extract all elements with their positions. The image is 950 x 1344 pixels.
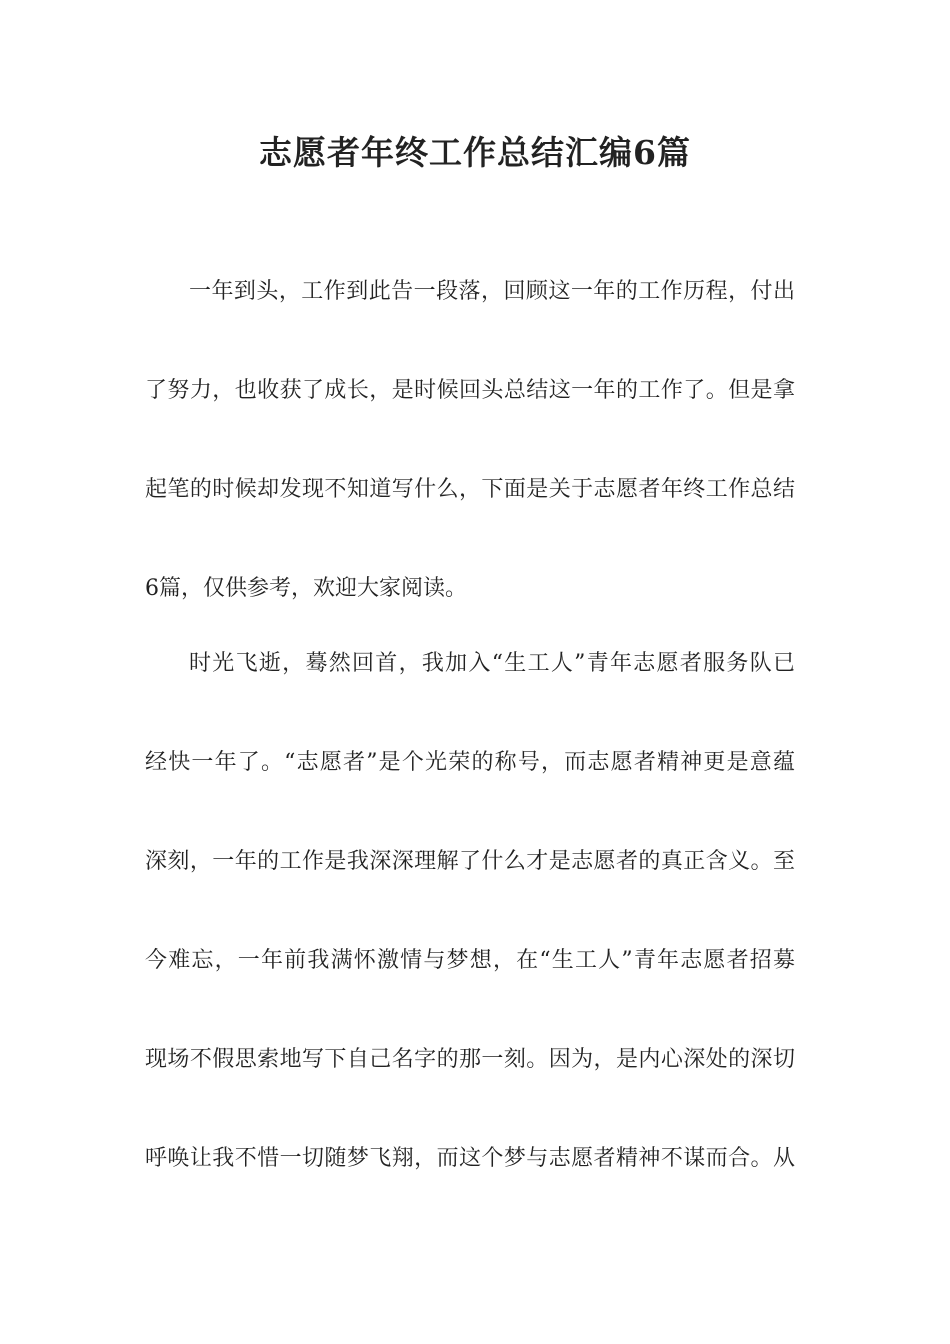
paragraph-1-line-1: 一年到头，工作到此告一段落，回顾这一年的工作历程，付出 [189, 279, 795, 304]
paragraph-2-line-6: 呼唤让我不惜一切随梦飞翔，而这个梦与志愿者精神不谋而合。从 [145, 1146, 795, 1171]
paragraph-2-line-3: 深刻，一年的工作是我深深理解了什么才是志愿者的真正含义。至 [145, 849, 795, 874]
paragraph-1-line-3: 起笔的时候却发现不知道写什么，下面是关于志愿者年终工作总结 [145, 477, 795, 502]
paragraph-1-line-2: 了努力，也收获了成长，是时候回头总结这一年的工作了。但是拿 [145, 378, 795, 403]
paragraph-2-line-1: 时光飞逝，蓦然回首，我加入“生工人”青年志愿者服务队已 [189, 651, 795, 676]
paragraph-2-line-4: 今难忘，一年前我满怀激情与梦想，在“生工人”青年志愿者招募 [145, 948, 795, 973]
paragraph-2-line-2: 经快一年了。“志愿者”是个光荣的称号，而志愿者精神更是意蕴 [145, 750, 795, 775]
document-title: 志愿者年终工作总结汇编6篇 [259, 133, 691, 172]
paragraph-1-line-4: 6篇，仅供参考，欢迎大家阅读。 [145, 576, 467, 601]
paragraph-2-line-5: 现场不假思索地写下自己名字的那一刻。因为，是内心深处的深切 [145, 1047, 795, 1072]
